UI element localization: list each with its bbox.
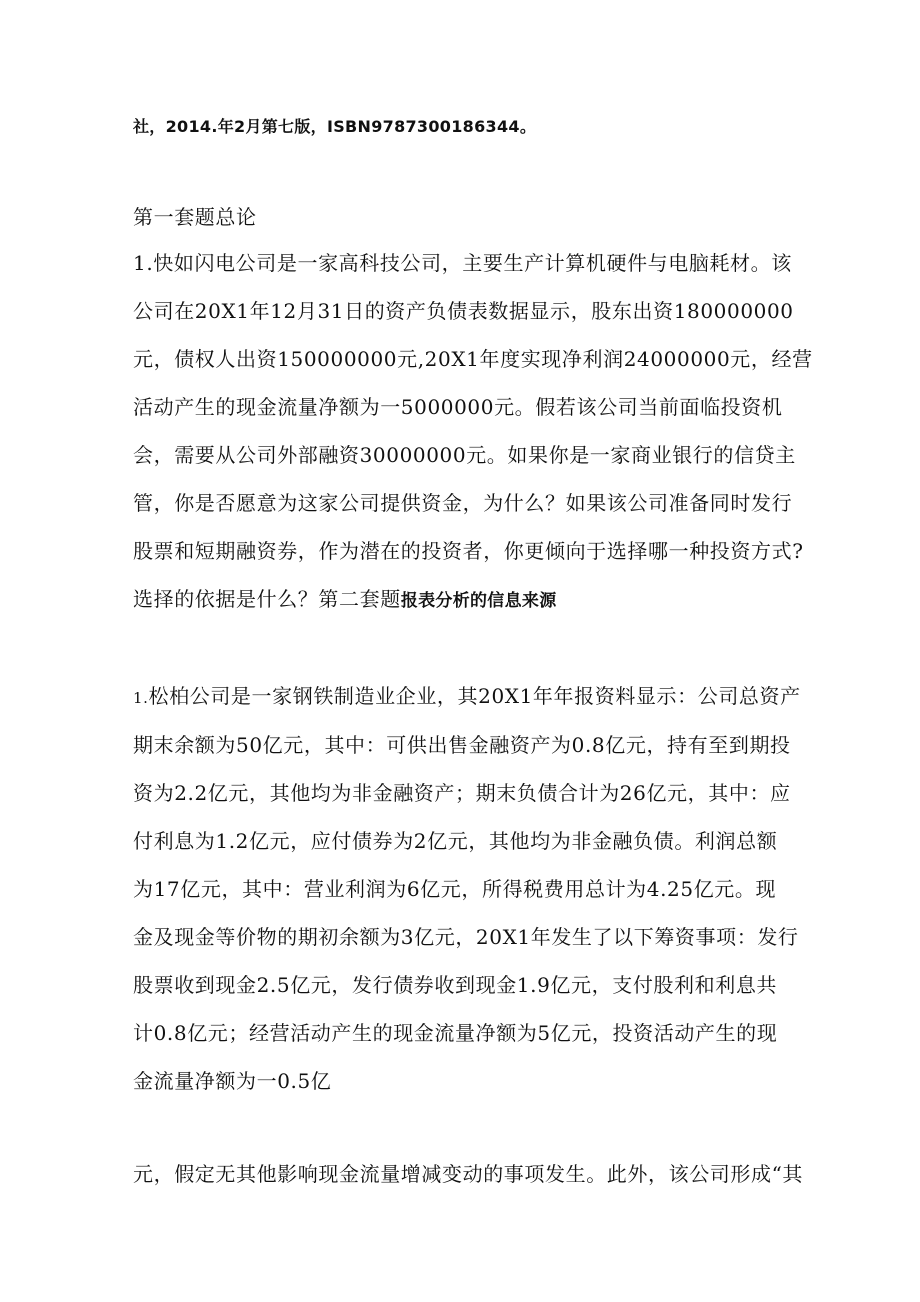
paragraph-line: 会，需要从公司外部融资30000000元。如果你是一家商业银行的信贷主 xyxy=(133,443,796,467)
paragraph-line: 计0.8亿元；经营活动产生的现金流量净额为5亿元，投资活动产生的现 xyxy=(133,1021,778,1045)
section-title-1: 第一套题总论 xyxy=(133,205,257,229)
paragraph-line: 付利息为1.2亿元，应付债券为2亿元，其他均为非金融负债。利润总额 xyxy=(133,829,778,853)
paragraph-text: 选择的依据是什么？第二套题 xyxy=(133,587,401,611)
reference-line: 社，2014.年2月第七版，ISBN9787300186344。 xyxy=(133,117,537,136)
paragraph-line: 股票和短期融资券，作为潜在的投资者，你更倾向于选择哪一种投资方式? xyxy=(133,539,804,563)
paragraph-line: 1.快如闪电公司是一家高科技公司，主要生产计算机硬件与电脑耗材。该 xyxy=(133,251,792,275)
paragraph-line: 管，你是否愿意为这家公司提供资金，为什么？如果该公司准备同时发行 xyxy=(133,491,793,515)
paragraph-line: 金流量净额为一0.5亿 xyxy=(133,1069,332,1093)
paragraph-line: 为17亿元，其中：营业利润为6亿元，所得税费用总计为4.25亿元。现 xyxy=(133,877,777,901)
paragraph-line-with-heading xyxy=(133,585,557,615)
paragraph-text: 松柏公司是一家钢铁制造业企业，其20X1年年报资料显示：公司总资产 xyxy=(148,684,801,708)
paragraph-line: 金及现金等价物的期初余额为3亿元，20X1年发生了以下筹资事项：发行 xyxy=(133,925,799,949)
paragraph-line xyxy=(133,682,801,712)
paragraph-line: 活动产生的现金流量净额为一5000000元。假若该公司当前面临投资机 xyxy=(133,395,783,419)
paragraph-line: 公司在20X1年12月31日的资产负债表数据显示，股东出资180000000 xyxy=(133,299,794,323)
paragraph-line: 股票收到现金2.5亿元，发行债券收到现金1.9亿元，支付股利和利息共 xyxy=(133,973,778,997)
item-number: 1. xyxy=(133,689,149,707)
paragraph-line: 元，债权人出资150000000元,20X1年度实现净利润24000000元，经营 xyxy=(133,347,813,371)
paragraph-line: 期末余额为50亿元，其中：可供出售金融资产为0.8亿元，持有至到期投 xyxy=(133,733,791,757)
paragraph-line: 元，假定无其他影响现金流量增减变动的事项发生。此外，该公司形成“其 xyxy=(133,1162,804,1186)
section-title-2: 报表分析的信息来源 xyxy=(400,591,557,611)
paragraph-line: 资为2.2亿元，其他均为非金融资产；期末负债合计为26亿元，其中：应 xyxy=(133,781,791,805)
